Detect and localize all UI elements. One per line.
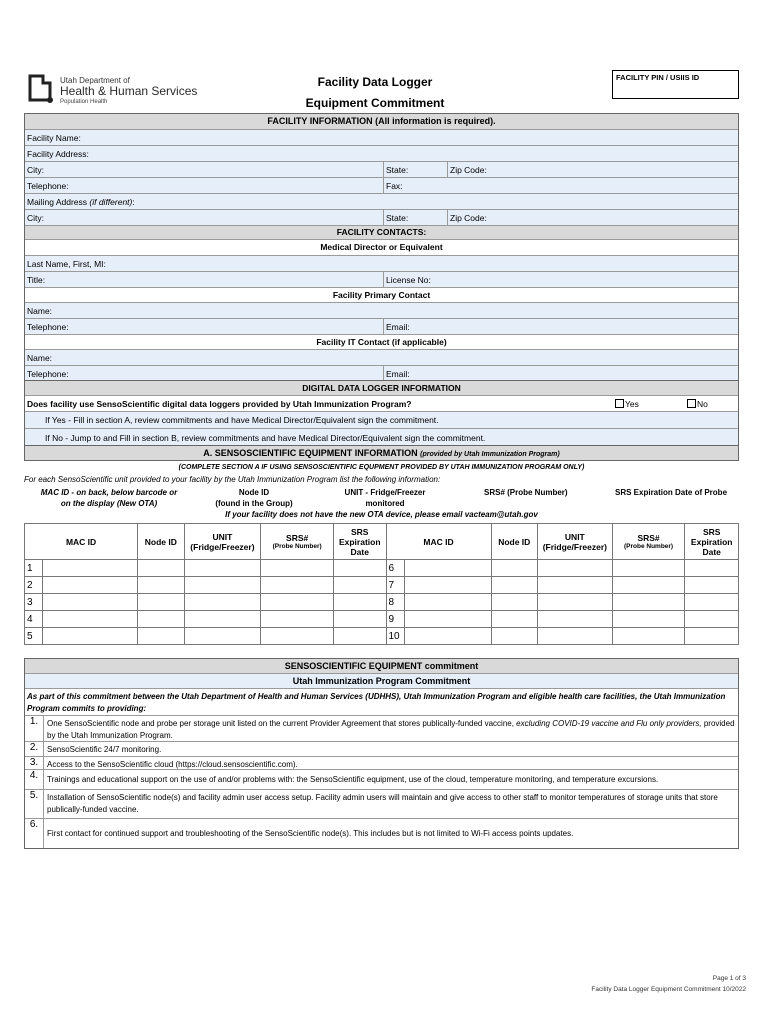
- column-descriptions: [24, 485, 739, 509]
- telephone-field[interactable]: Telephone:: [27, 180, 69, 191]
- commitment-item-number: 5.: [29, 790, 39, 801]
- equipment-grid: [24, 523, 739, 645]
- ota-note: If your facility does not have the new OTA device, please email vacteam@utah.gov: [225, 510, 538, 519]
- srs-cell[interactable]: [261, 560, 334, 577]
- it-email-field[interactable]: Email:: [383, 366, 410, 382]
- section-a-header: A. SENSOSCIENTIFIC EQUIPMENT INFORMATION (provided by Utah Immunization Program): [24, 445, 739, 461]
- th-mac-left: MAC ID: [25, 524, 138, 560]
- it-contact-header: Facility IT Contact (if applicable): [25, 335, 738, 350]
- commitment-item: [25, 757, 738, 770]
- unit-cell[interactable]: [537, 611, 612, 628]
- node-id-cell[interactable]: [491, 628, 537, 645]
- node-id-cell[interactable]: [138, 611, 184, 628]
- primary-name-field[interactable]: Name:: [25, 303, 738, 319]
- srs-cell[interactable]: [612, 628, 685, 645]
- facility-pin-label: FACILITY PIN / USIIS ID: [616, 73, 700, 82]
- commitment-item-text: Trainings and educational support on the use of and/or problems with: the SensoScientific equipment, use of the cloud, temperature monitoring, and temperature excursions.: [43, 770, 738, 789]
- unit-cell[interactable]: [184, 577, 261, 594]
- col-node-desc-2: (found in the Group): [215, 499, 293, 508]
- commitment-item-text: SensoScientific 24/7 monitoring.: [43, 742, 738, 756]
- yes-option[interactable]: Yes: [613, 396, 639, 411]
- it-telephone-field[interactable]: Telephone:: [27, 369, 69, 379]
- col-exp-desc: SRS Expiration Date of Probe: [615, 488, 728, 497]
- equipment-row: [25, 628, 739, 645]
- primary-email-field[interactable]: Email:: [383, 319, 410, 334]
- commitment-item: [25, 716, 738, 742]
- expiration-cell[interactable]: [334, 577, 387, 594]
- th-exp-right: SRS Expiration Date: [685, 524, 739, 560]
- it-name-field[interactable]: Name:: [25, 350, 738, 366]
- page-title: Facility Data Logger: [317, 75, 433, 89]
- title-license-row: [25, 272, 738, 288]
- primary-phone-email-row: [25, 319, 738, 335]
- logo-line-3: Population Health: [60, 99, 108, 105]
- mailing-state-field[interactable]: State:: [383, 210, 408, 225]
- row-number: 6: [386, 560, 404, 577]
- mailing-city-field[interactable]: City:: [27, 212, 44, 223]
- equipment-grid-header: [25, 524, 739, 560]
- page-subtitle: Equipment Commitment: [305, 96, 445, 110]
- logo-line-1: Utah Department of: [60, 76, 130, 85]
- equipment-row: [25, 560, 739, 577]
- mac-id-cell[interactable]: [404, 628, 491, 645]
- commitment-item-text: Installation of SensoScientific node(s) and facility admin user access setup. Facility admin users will maintain and give access to other staff to monitor temperatures of storage units that store publically-funded vaccine.: [43, 790, 738, 818]
- th-node-left: Node ID: [138, 524, 184, 560]
- node-id-cell[interactable]: [138, 628, 184, 645]
- row-number: 8: [386, 594, 404, 611]
- commitment-items: [25, 716, 738, 848]
- equipment-grid-body: [25, 560, 739, 645]
- col-unit-desc-2: monitored: [365, 499, 405, 508]
- col-unit-desc-1: UNIT - Fridge/Freezer: [344, 488, 426, 497]
- equipment-row: [25, 577, 739, 594]
- th-node-right: Node ID: [491, 524, 537, 560]
- city-state-zip-row: [25, 162, 738, 178]
- mac-id-cell[interactable]: [404, 594, 491, 611]
- expiration-cell[interactable]: [685, 628, 739, 645]
- col-node-desc-1: Node ID: [238, 488, 270, 497]
- unit-cell[interactable]: [184, 594, 261, 611]
- unit-cell[interactable]: [537, 560, 612, 577]
- city-field[interactable]: City:: [27, 164, 44, 175]
- expiration-cell[interactable]: [685, 594, 739, 611]
- col-srs-desc: SRS# (Probe Number): [484, 488, 568, 497]
- expiration-cell[interactable]: [334, 560, 387, 577]
- digital-logger-table: [24, 380, 739, 447]
- commitment-item-text: First contact for continued support and troubleshooting of the SensoScientific node(s). This includes but is not limited to Wi-Fi access points updates.: [43, 819, 738, 848]
- node-id-cell[interactable]: [138, 594, 184, 611]
- zip-field[interactable]: Zip Code:: [447, 162, 487, 177]
- if-yes-row: If Yes - Fill in section A, review commitments and have Medical Director/Equivalent sign the commitment.: [25, 412, 738, 429]
- unit-cell[interactable]: [184, 628, 261, 645]
- commitment-item-number: 1.: [29, 716, 39, 727]
- if-no-row: If No - Jump to and Fill in section B, review commitments and have Medical Director/Equivalent sign the commitment.: [25, 429, 738, 446]
- director-name-field[interactable]: Last Name, First, MI:: [25, 256, 738, 272]
- srs-cell[interactable]: [612, 611, 685, 628]
- license-field[interactable]: License No:: [383, 272, 431, 287]
- row-number: 10: [386, 628, 404, 645]
- mac-id-cell[interactable]: [404, 611, 491, 628]
- expiration-cell[interactable]: [685, 577, 739, 594]
- logger-question-row: [25, 396, 738, 412]
- complete-section-note: (COMPLETE SECTION A IF USING SENSOSCIENTIFIC EQUPMENT PROVIDED BY UTAH IMMUNIZATION PROGRAM ONLY): [178, 464, 585, 471]
- node-id-cell[interactable]: [491, 560, 537, 577]
- row-number: 3: [25, 594, 43, 611]
- th-unit-left: UNIT (Fridge/Freezer): [184, 524, 261, 560]
- row-number: 5: [25, 628, 43, 645]
- yes-checkbox[interactable]: [615, 399, 624, 408]
- th-exp-left: SRS Expiration Date: [334, 524, 387, 560]
- expiration-cell[interactable]: [334, 594, 387, 611]
- th-unit-right: UNIT (Fridge/Freezer): [537, 524, 612, 560]
- row-number: 2: [25, 577, 43, 594]
- node-id-cell[interactable]: [491, 594, 537, 611]
- telephone-fax-row: [25, 178, 738, 194]
- expiration-cell[interactable]: [685, 611, 739, 628]
- srs-cell[interactable]: [261, 594, 334, 611]
- no-option[interactable]: No: [685, 396, 708, 411]
- mac-id-cell[interactable]: [43, 577, 138, 594]
- facility-contacts-header: FACILITY CONTACTS:: [25, 226, 738, 240]
- node-id-cell[interactable]: [138, 577, 184, 594]
- th-mac-right: MAC ID: [386, 524, 491, 560]
- expiration-cell[interactable]: [685, 560, 739, 577]
- commitment-subheader: Utah Immunization Program Commitment: [25, 674, 738, 689]
- digital-logger-header: DIGITAL DATA LOGGER INFORMATION: [25, 381, 738, 396]
- logo-line-2: Health & Human Services: [60, 84, 198, 98]
- srs-cell[interactable]: [261, 628, 334, 645]
- commitment-item: [25, 770, 738, 790]
- col-mac-desc-2: on the display (New OTA): [60, 499, 158, 508]
- commitment-item: [25, 790, 738, 819]
- unit-cell[interactable]: [537, 577, 612, 594]
- row-number: 1: [25, 560, 43, 577]
- medical-director-header: Medical Director or Equivalent: [25, 240, 738, 256]
- commitment-item-number: 2.: [29, 742, 39, 753]
- section-a: [24, 445, 739, 645]
- commitment-item-text: Access to the SensoScientific cloud (https://cloud.sensoscientific.com).: [43, 757, 738, 769]
- node-id-cell[interactable]: [491, 577, 537, 594]
- node-id-cell[interactable]: [138, 560, 184, 577]
- commitment-intro: As part of this commitment between the Utah Department of Health and Human Services (UDHHS), Utah Immunization Program and eligible health care facilities, the Utah Immunization Program commits to providing:: [25, 689, 738, 716]
- mac-id-cell[interactable]: [43, 628, 138, 645]
- srs-cell[interactable]: [612, 560, 685, 577]
- mailing-city-state-zip-row: [25, 210, 738, 226]
- commitment-item: [25, 742, 738, 757]
- commitment-header: SENSOSCIENTIFIC EQUIPMENT commitment: [25, 659, 738, 674]
- facility-name-field[interactable]: Facility Name:: [25, 130, 738, 146]
- th-srs-right: SRS# (Probe Number): [612, 524, 685, 560]
- commitment-item: [25, 819, 738, 848]
- equipment-row: [25, 611, 739, 628]
- row-number: 7: [386, 577, 404, 594]
- facility-information-table: [24, 113, 739, 383]
- director-title-field[interactable]: Title:: [27, 274, 46, 285]
- facility-address-field[interactable]: Facility Address:: [25, 146, 738, 162]
- commitment-item-number: 6.: [29, 819, 39, 830]
- mac-id-cell[interactable]: [43, 594, 138, 611]
- row-number: 4: [25, 611, 43, 628]
- srs-cell[interactable]: [612, 594, 685, 611]
- mailing-address-field[interactable]: Mailing Address (if different) :: [25, 194, 738, 210]
- node-id-cell[interactable]: [491, 611, 537, 628]
- mac-id-cell[interactable]: [404, 560, 491, 577]
- unit-cell[interactable]: [184, 560, 261, 577]
- primary-telephone-field[interactable]: Telephone:: [27, 321, 69, 332]
- fax-field[interactable]: Fax:: [383, 178, 403, 193]
- srs-cell[interactable]: [261, 577, 334, 594]
- udhhs-logo: [28, 73, 228, 109]
- mac-id-cell[interactable]: [404, 577, 491, 594]
- expiration-cell[interactable]: [334, 611, 387, 628]
- commitment-table: [24, 658, 739, 849]
- commitment-item-number: 4.: [29, 770, 39, 781]
- commitment-item-text: One SensoScientific node and probe per storage unit listed on the current Provider Agreement that stores publically-funded vaccine, excluding COVID-19 vaccine and Flu only providers, provided by the Utah Immunization Program.: [43, 716, 738, 741]
- primary-contact-header: Facility Primary Contact: [25, 288, 738, 303]
- mailing-zip-field[interactable]: Zip Code:: [447, 210, 487, 225]
- no-checkbox[interactable]: [687, 399, 696, 408]
- udhhs-logo-mark-icon: [28, 74, 54, 104]
- commitment-item-number: 3.: [29, 757, 39, 768]
- expiration-cell[interactable]: [334, 628, 387, 645]
- facility-info-header: FACILITY INFORMATION (All information is required).: [25, 114, 738, 130]
- col-mac-desc-1: MAC ID - on back, below barcode or: [40, 488, 178, 497]
- unit-cell[interactable]: [184, 611, 261, 628]
- unit-cell[interactable]: [537, 594, 612, 611]
- mac-id-cell[interactable]: [43, 611, 138, 628]
- facility-pin-field[interactable]: [612, 70, 739, 99]
- state-field[interactable]: State:: [383, 162, 408, 177]
- unit-cell[interactable]: [537, 628, 612, 645]
- th-srs-left: SRS# (Probe Number): [261, 524, 334, 560]
- row-number: 9: [386, 611, 404, 628]
- logger-question: Does facility use SensoScientific digital data loggers provided by Utah Immunization Program?: [27, 398, 412, 409]
- doc-footer: Facility Data Logger Equipment Commitment 10/2022: [591, 986, 746, 993]
- srs-cell[interactable]: [261, 611, 334, 628]
- equipment-row: [25, 594, 739, 611]
- for-each-note: For each SensoScientific unit provided to your facility by the Utah Immunization Program list the following information:: [24, 475, 441, 484]
- page-number: Page 1 of 3: [712, 975, 746, 982]
- mac-id-cell[interactable]: [43, 560, 138, 577]
- srs-cell[interactable]: [612, 577, 685, 594]
